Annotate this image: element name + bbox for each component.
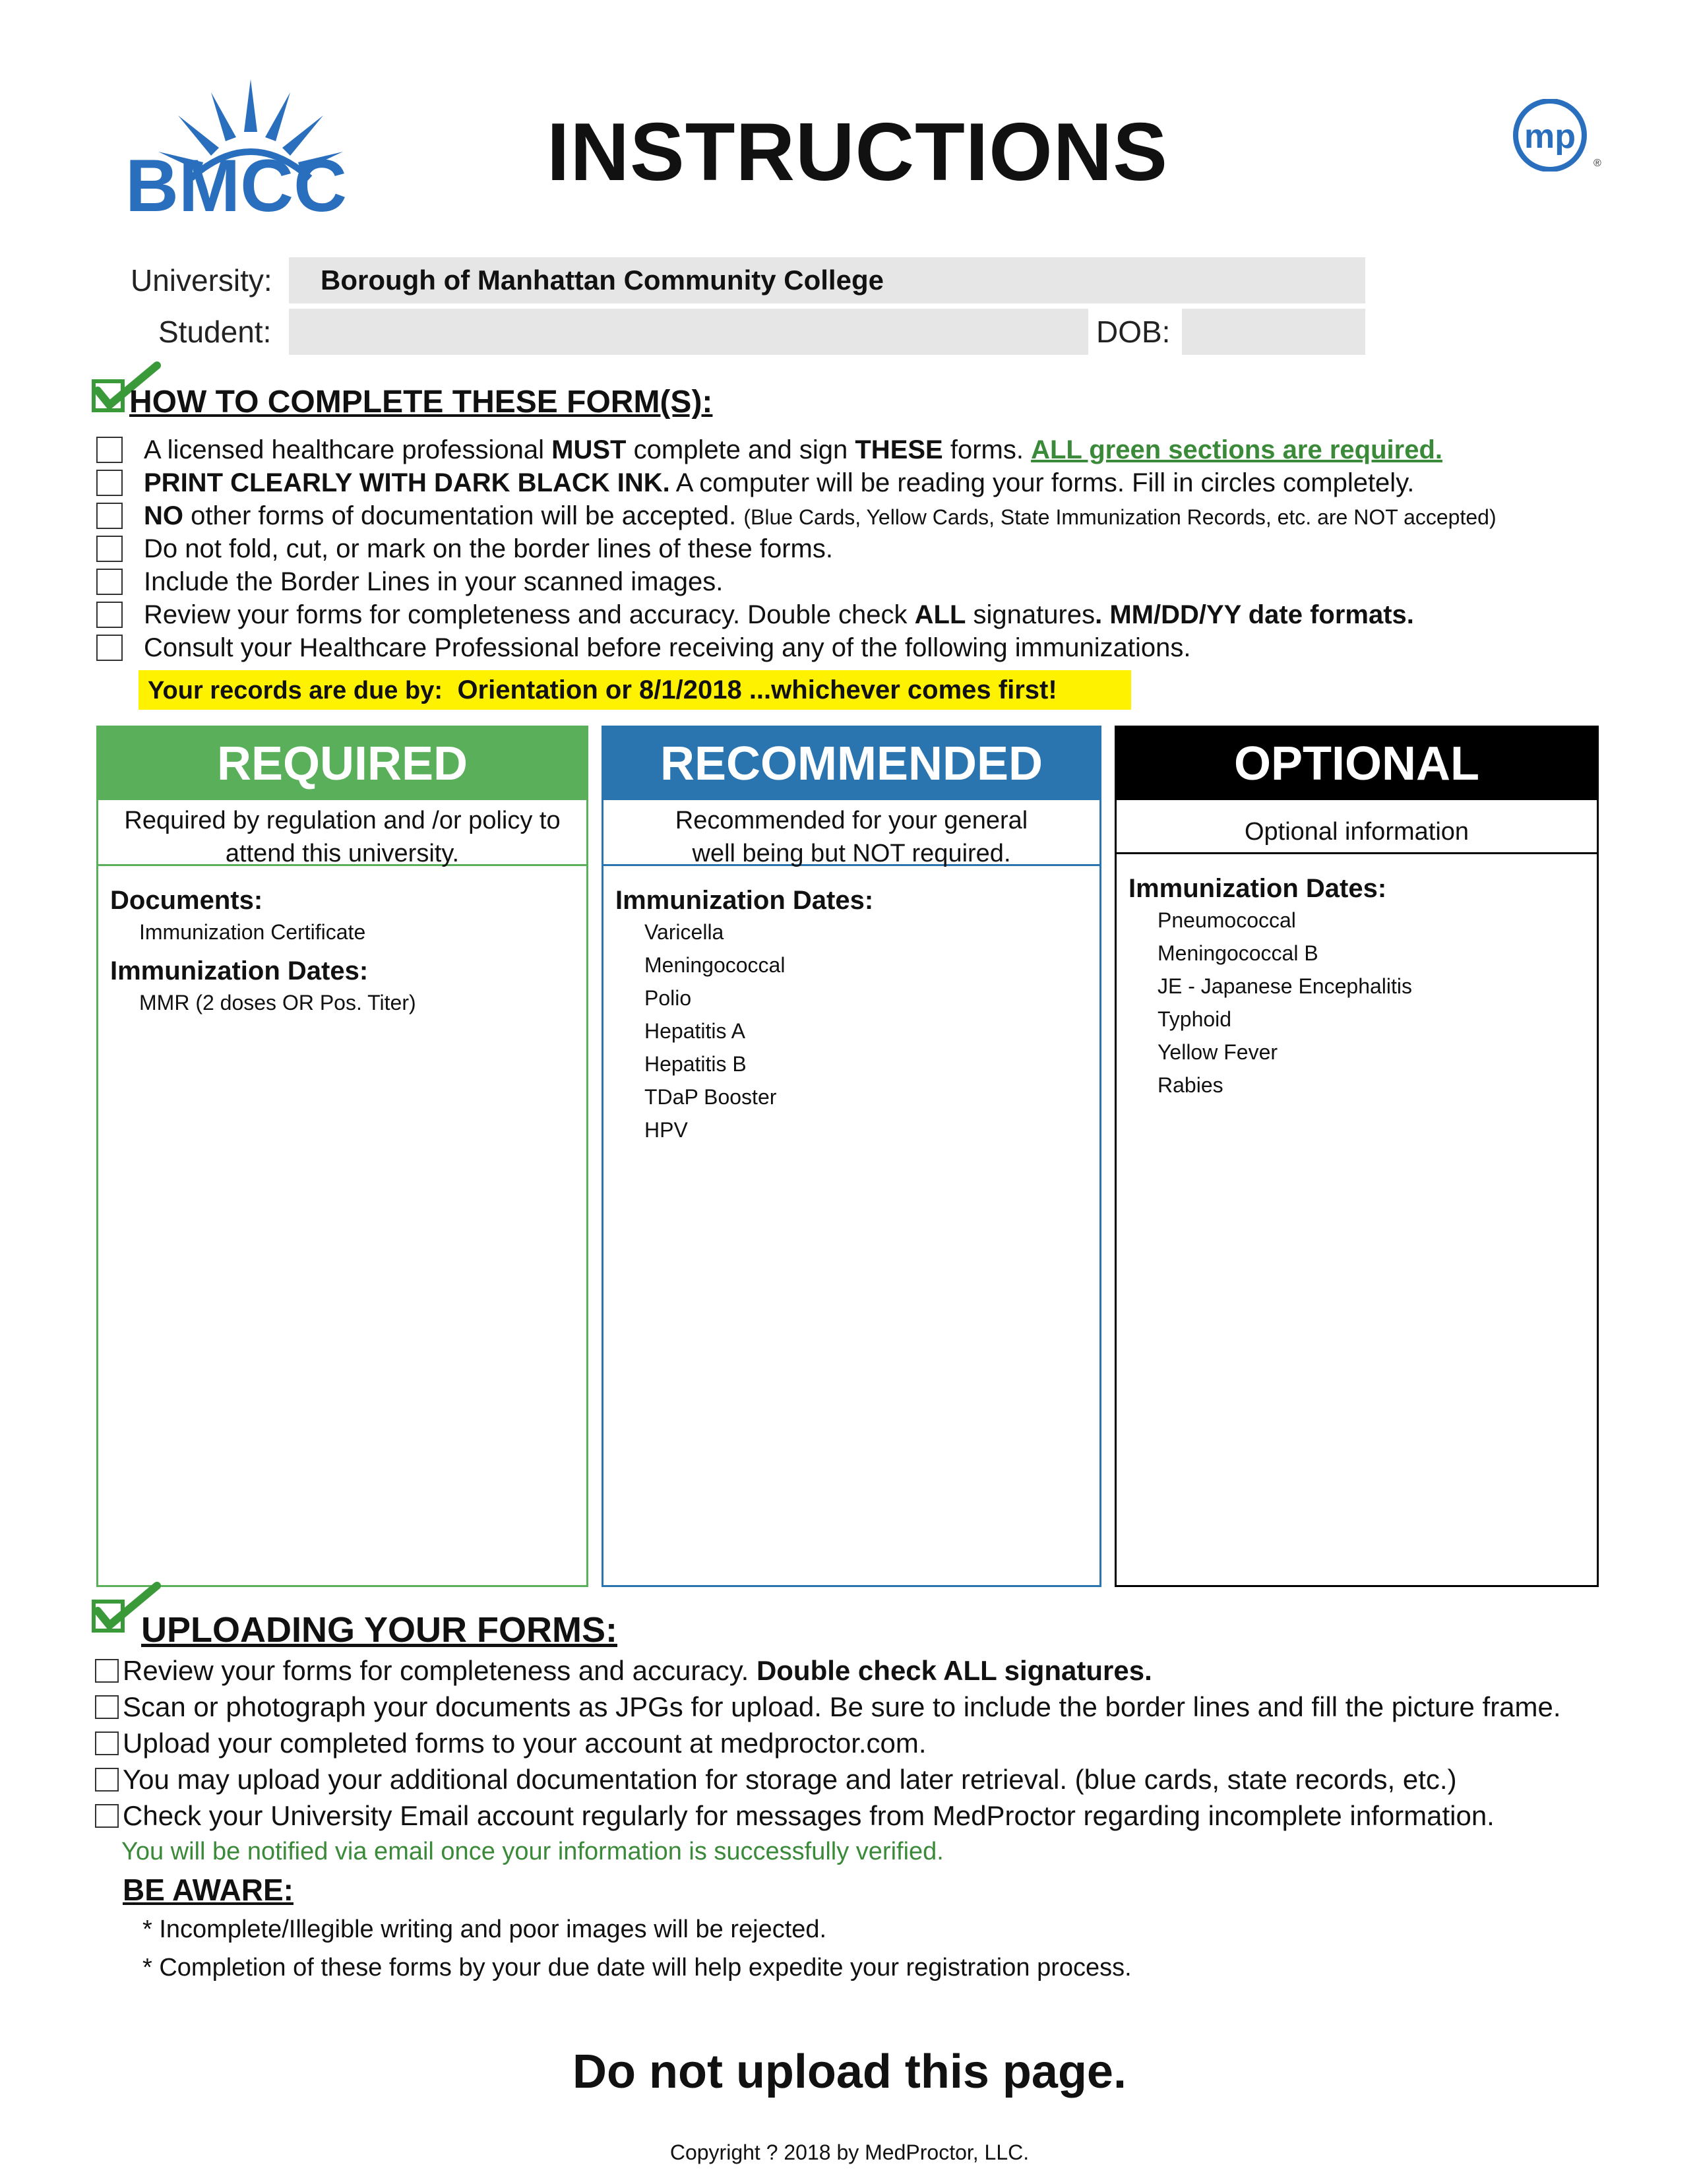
optional-title: OPTIONAL xyxy=(1117,728,1597,800)
immunization-item: Polio xyxy=(644,986,692,1010)
required-subtitle-line2: attend this university. xyxy=(225,840,460,867)
checkbox[interactable] xyxy=(95,1768,119,1792)
recommended-immunizations-heading: Immunization Dates: xyxy=(615,886,874,915)
text-segment: MUST xyxy=(551,435,627,464)
university-field[interactable] xyxy=(289,257,1365,303)
checkbox[interactable] xyxy=(95,1732,119,1755)
checklist-text xyxy=(144,633,1191,663)
checklist-item xyxy=(96,633,1191,662)
due-date-bar xyxy=(139,670,1131,710)
checkbox[interactable] xyxy=(96,635,123,661)
checkbox[interactable] xyxy=(96,602,123,628)
be-aware-text: Incomplete/Illegible writing and poor images will be rejected. xyxy=(159,1916,827,1943)
university-value: Borough of Manhattan Community College xyxy=(321,265,884,296)
text-segment: Include the Border Lines in your scanned images. xyxy=(144,567,724,596)
immunization-item: Hepatitis A xyxy=(644,1019,745,1043)
dob-field[interactable] xyxy=(1182,309,1365,355)
checklist-text xyxy=(144,567,723,597)
recommended-subtitle xyxy=(603,800,1099,866)
text-segment: A licensed healthcare professional xyxy=(144,435,552,464)
upload-checklist-text xyxy=(123,1800,1495,1832)
page-title: INSTRUCTIONS xyxy=(547,107,1168,198)
required-immunizations-heading: Immunization Dates: xyxy=(110,956,369,985)
checkbox[interactable] xyxy=(96,437,123,463)
upload-checklist-item xyxy=(95,1691,1561,1724)
optional-column xyxy=(1115,726,1599,1587)
text-segment: ALL green sections are required. xyxy=(1031,435,1442,464)
checklist-text xyxy=(144,435,1442,465)
documents-heading: Documents: xyxy=(110,886,263,915)
text-segment: Consult your Healthcare Professional before receiving any of the following immunizations xyxy=(144,633,1184,662)
checkbox[interactable] xyxy=(96,503,123,529)
copyright: Copyright ? 2018 by MedProctor, LLC. xyxy=(669,2140,1030,2164)
checkbox[interactable] xyxy=(96,536,123,562)
checklist-item xyxy=(96,435,1442,464)
due-value: Orientation or 8/1/2018 ...whichever comes first! xyxy=(457,675,1057,704)
svg-text:BMCC: BMCC xyxy=(125,144,347,218)
immunization-item: Meningococcal B xyxy=(1158,941,1318,965)
recommended-subtitle-line2: well being but NOT required. xyxy=(692,840,1011,867)
required-title: REQUIRED xyxy=(98,728,586,800)
text-segment: Review your forms for completeness and accuracy. Double check xyxy=(144,600,915,629)
due-label: Your records are due by: xyxy=(148,677,443,704)
immunization-item: Rabies xyxy=(1158,1073,1223,1097)
text-segment: Review your forms for completeness and accuracy. xyxy=(123,1655,757,1686)
be-aware-text: Completion of these forms by your due date will help expedite your registration process. xyxy=(159,1954,1132,1981)
upload-checklist-text xyxy=(123,1728,927,1759)
text-segment: Double check ALL signatures. xyxy=(756,1655,1152,1686)
checklist-item xyxy=(96,567,723,596)
optional-immunizations-heading: Immunization Dates: xyxy=(1128,874,1387,903)
do-not-upload-notice: Do not upload this page. xyxy=(572,2045,1127,2098)
checklist-item xyxy=(96,600,1414,629)
required-column xyxy=(96,726,588,1587)
immunization-item: JE - Japanese Encephalitis xyxy=(1158,974,1412,998)
be-aware-heading: BE AWARE: xyxy=(123,1873,293,1907)
upload-checklist-item xyxy=(95,1654,1152,1687)
required-subtitle-line1: Required by regulation and /or policy to xyxy=(124,807,561,834)
be-aware-item xyxy=(142,1916,826,1944)
immunization-item: Pneumococcal xyxy=(1158,908,1296,932)
bmcc-logo xyxy=(119,79,422,221)
immunization-item: Hepatitis B xyxy=(644,1052,747,1076)
text-segment: You may upload your additional documentation for storage and later retrieval. (blue cards, state records, etc.) xyxy=(123,1764,1457,1795)
checkbox[interactable] xyxy=(96,569,123,595)
svg-text:mp: mp xyxy=(1524,117,1576,156)
checkbox[interactable] xyxy=(95,1659,119,1683)
document-item: Immunization Certificate xyxy=(139,920,366,944)
checkbox[interactable] xyxy=(95,1804,119,1828)
checklist-item xyxy=(96,468,1414,497)
immunization-item: TDaP Booster xyxy=(644,1085,777,1109)
text-segment: . MM/DD/YY date formats. xyxy=(1095,600,1414,629)
immunization-item: MMR (2 doses OR Pos. Titer) xyxy=(139,991,416,1014)
verification-notice: You will be notified via email once your information is successfully verified. xyxy=(121,1838,944,1865)
text-segment: PRINT CLEARLY WITH DARK BLACK INK. xyxy=(144,468,670,497)
immunization-item: HPV xyxy=(644,1118,688,1142)
text-segment: Scan or photograph your documents as JPGs for upload. Be sure to include the border lines and fill the picture frame. xyxy=(123,1691,1561,1722)
text-segment: ALL xyxy=(914,600,966,629)
text-segment: Do not fold, cut, or mark on the border lines of these forms. xyxy=(144,534,833,563)
text-segment: signatures xyxy=(966,600,1096,629)
upload-checklist-item xyxy=(95,1727,927,1760)
recommended-title: RECOMMENDED xyxy=(603,728,1099,800)
uploading-heading: UPLOADING YOUR FORMS: xyxy=(141,1610,618,1650)
svg-text:®: ® xyxy=(1593,158,1601,169)
checklist-item xyxy=(96,534,833,563)
medproctor-logo xyxy=(1510,99,1603,175)
checkbox[interactable] xyxy=(95,1695,119,1719)
required-subtitle xyxy=(98,800,586,866)
how-to-heading: HOW TO COMPLETE THESE FORM(S): xyxy=(129,385,713,420)
immunization-item: Yellow Fever xyxy=(1158,1040,1278,1064)
checklist-text xyxy=(144,600,1414,630)
optional-subtitle: Optional information xyxy=(1117,800,1597,854)
text-segment: Check your University Email account regularly for messages from MedProctor regarding incomplete information. xyxy=(123,1800,1495,1831)
recommended-subtitle-line1: Recommended for your general xyxy=(675,807,1028,834)
university-label: University: xyxy=(131,263,272,297)
upload-checklist-text xyxy=(123,1691,1561,1723)
student-field[interactable] xyxy=(289,309,1088,355)
upload-checklist-text xyxy=(123,1655,1152,1687)
checklist-text xyxy=(144,534,833,564)
text-segment: . xyxy=(1183,633,1191,662)
be-aware-item xyxy=(142,1954,1132,1982)
text-segment: other forms of documentation will be accepted. xyxy=(183,501,744,530)
immunization-item: Varicella xyxy=(644,920,724,944)
text-segment: (Blue Cards, Yellow Cards, State Immunization Records, etc. are NOT accepted) xyxy=(743,505,1497,529)
checklist-item xyxy=(96,501,1497,530)
text-segment: THESE xyxy=(855,435,943,464)
student-label: Student: xyxy=(158,315,272,349)
text-segment: Upload your completed forms to your account at medproctor.com. xyxy=(123,1728,927,1759)
upload-checklist-text xyxy=(123,1764,1457,1795)
bullet-asterisk: * xyxy=(142,1954,160,1981)
checklist-text xyxy=(144,468,1414,498)
immunization-item: Typhoid xyxy=(1158,1007,1232,1031)
immunization-item: Meningococcal xyxy=(644,953,786,977)
checkbox[interactable] xyxy=(96,470,123,496)
recommended-column xyxy=(602,726,1101,1587)
text-segment: complete and sign xyxy=(626,435,855,464)
text-segment: A computer will be reading your forms. Fill in circles completely. xyxy=(669,468,1415,497)
text-segment: forms. xyxy=(942,435,1032,464)
checklist-text xyxy=(144,501,1497,531)
bullet-asterisk: * xyxy=(142,1916,160,1943)
text-segment: NO xyxy=(144,501,183,530)
upload-checklist-item xyxy=(95,1763,1457,1796)
dob-label: DOB: xyxy=(1096,315,1171,349)
upload-checklist-item xyxy=(95,1799,1495,1832)
